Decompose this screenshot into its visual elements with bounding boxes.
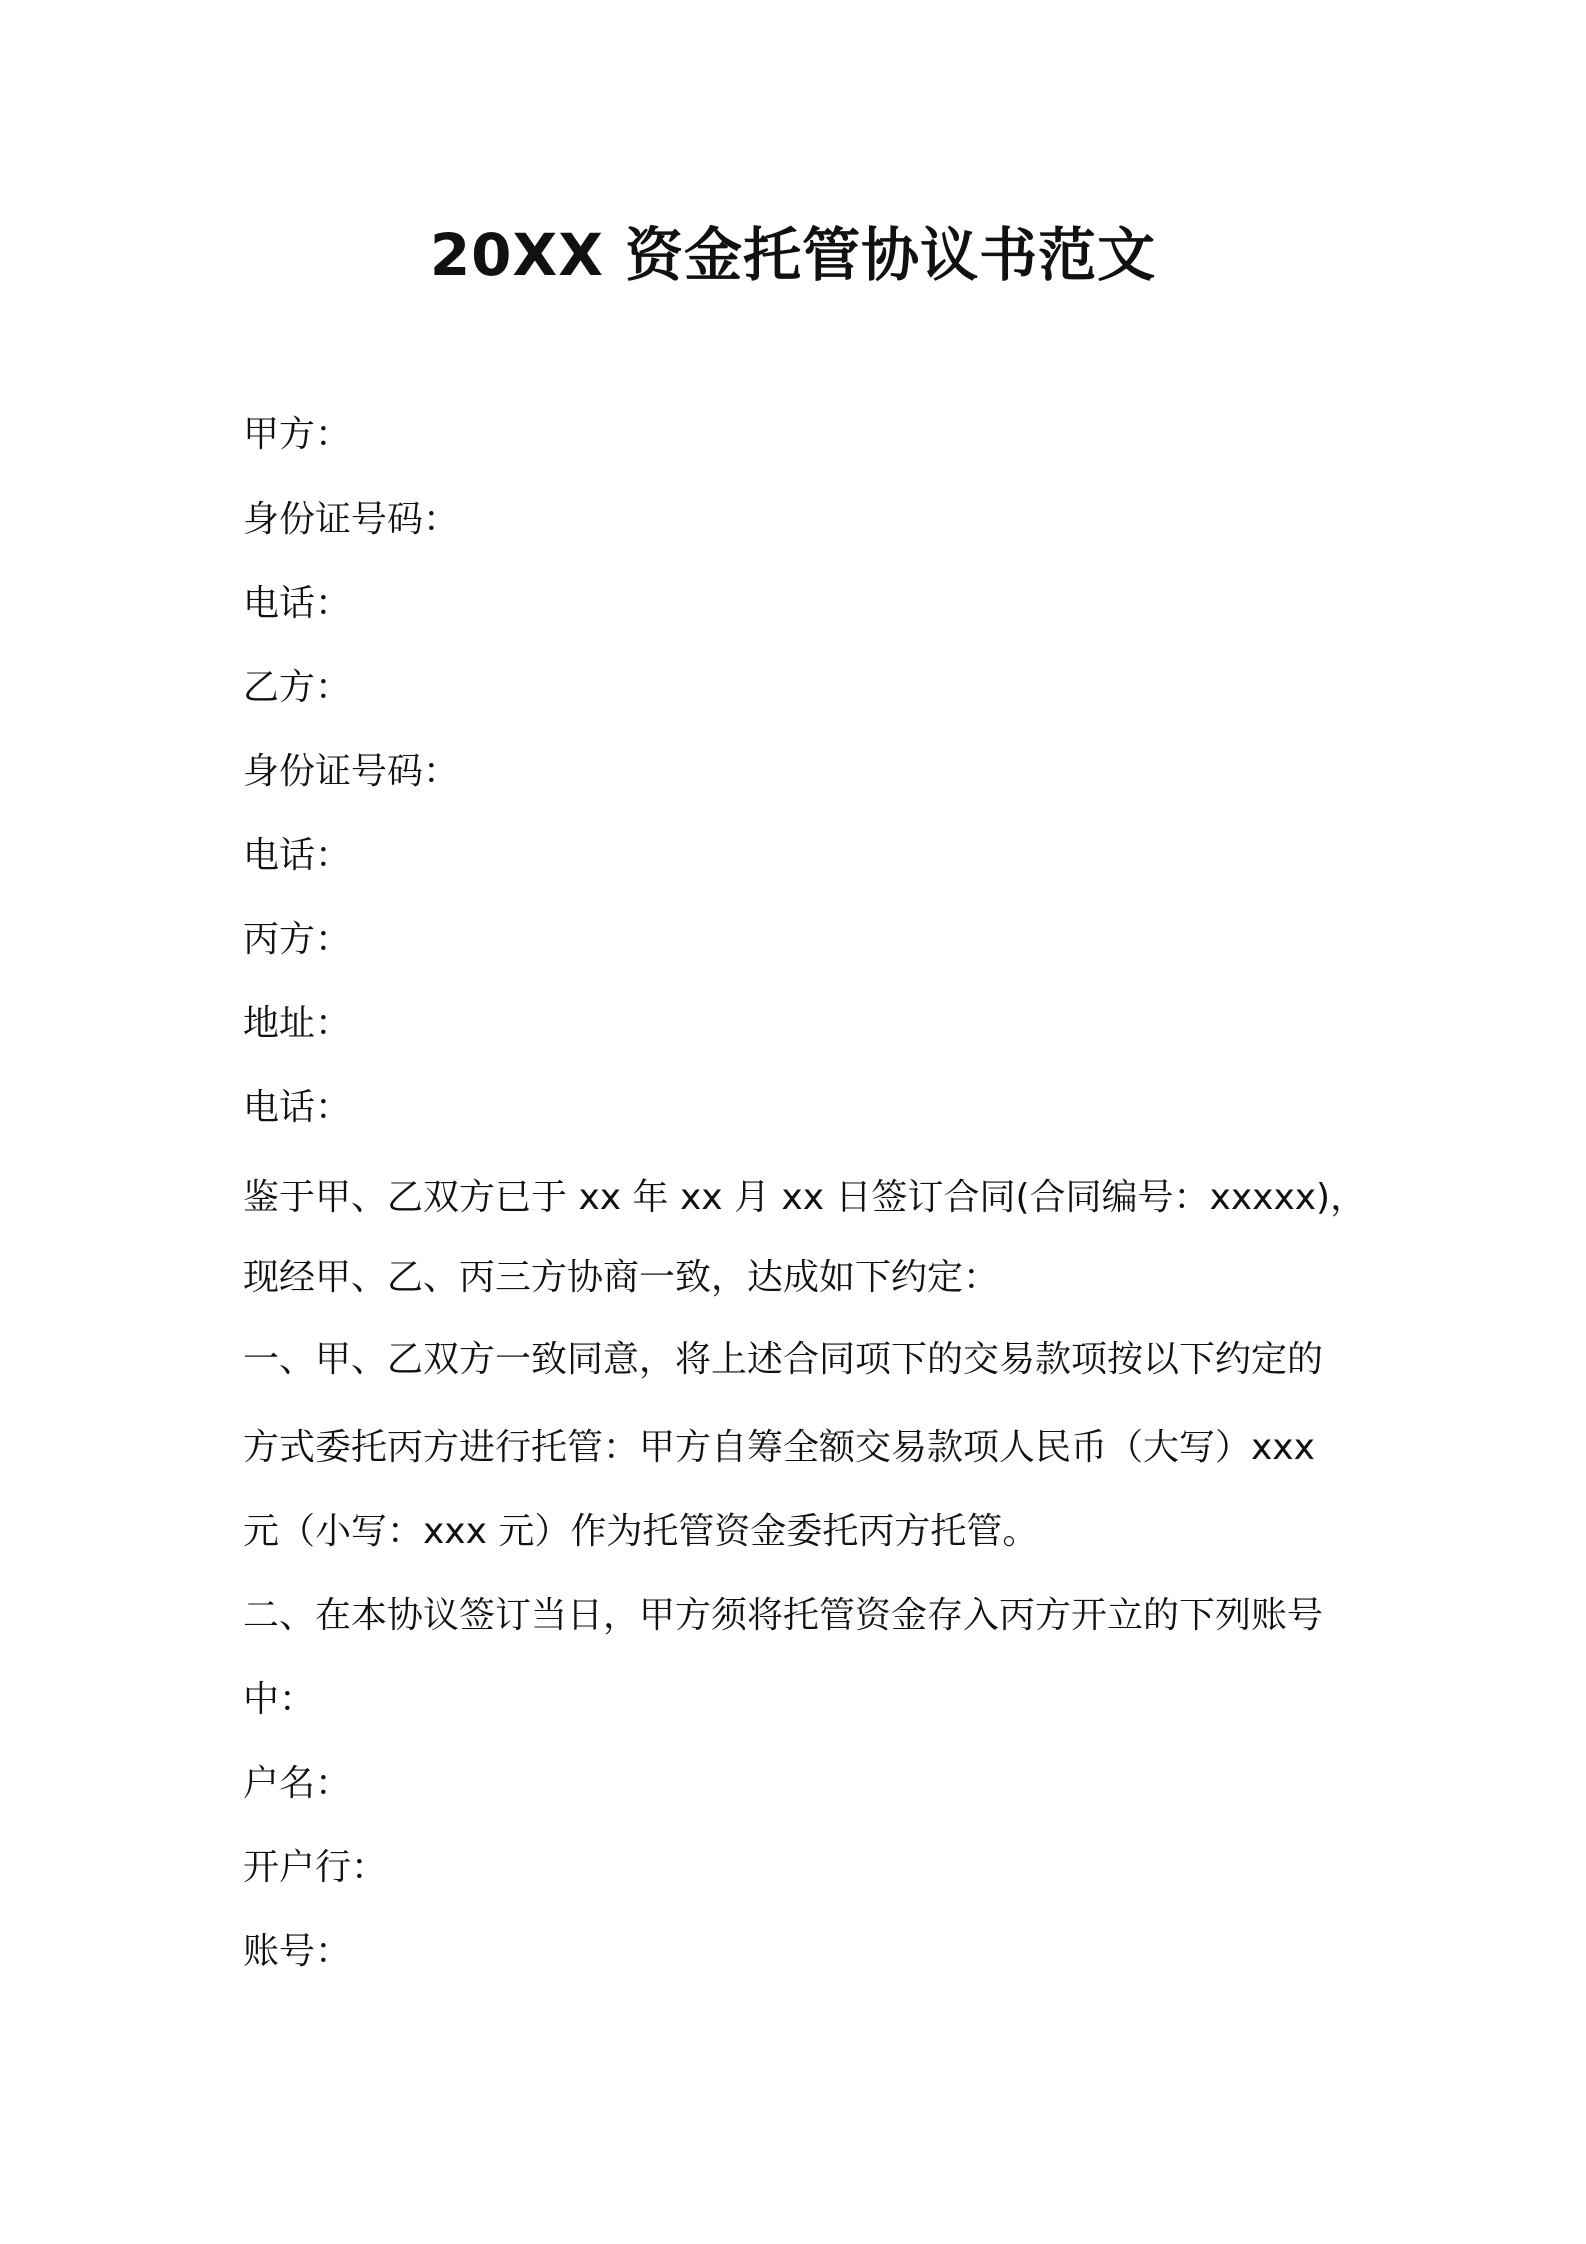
preamble-line-1: 鉴于甲、乙双方已于 xx 年 xx 月 xx 日签订合同(合同编号：xxxxx)， [243, 1177, 1367, 1218]
party-b-id-label: 身份证号码： [243, 751, 460, 792]
party-b-label: 乙方： [243, 667, 352, 708]
clause-1-line-3: 元（小写：xxx 元）作为托管资金委托丙方托管。 [243, 1511, 1039, 1552]
clause-1-line-2: 方式委托丙方进行托管：甲方自筹全额交易款项人民币（大写）xxx [243, 1427, 1315, 1468]
document-title: 20XX 资金托管协议书范文 [429, 221, 1157, 289]
party-c-phone-label: 电话： [243, 1087, 352, 1128]
party-a-label: 甲方： [243, 414, 352, 455]
preamble-line-2: 现经甲、乙、丙三方协商一致，达成如下约定： [243, 1257, 1000, 1298]
party-c-label: 丙方： [243, 919, 352, 960]
party-b-phone-label: 电话： [243, 835, 352, 876]
clause-1-line-1: 一、甲、乙双方一致同意，将上述合同项下的交易款项按以下约定的 [243, 1339, 1324, 1380]
clause-2-line-2: 中： [243, 1679, 316, 1720]
party-a-id-label: 身份证号码： [243, 499, 460, 540]
party-c-address-label: 地址： [243, 1003, 352, 1044]
account-number-label: 账号： [243, 1931, 352, 1972]
clause-2-line-1: 二、在本协议签订当日，甲方须将托管资金存入丙方开立的下列账号 [243, 1595, 1324, 1636]
bank-label: 开户行： [243, 1847, 388, 1888]
party-a-phone-label: 电话： [243, 583, 352, 624]
account-name-label: 户名： [243, 1763, 352, 1804]
